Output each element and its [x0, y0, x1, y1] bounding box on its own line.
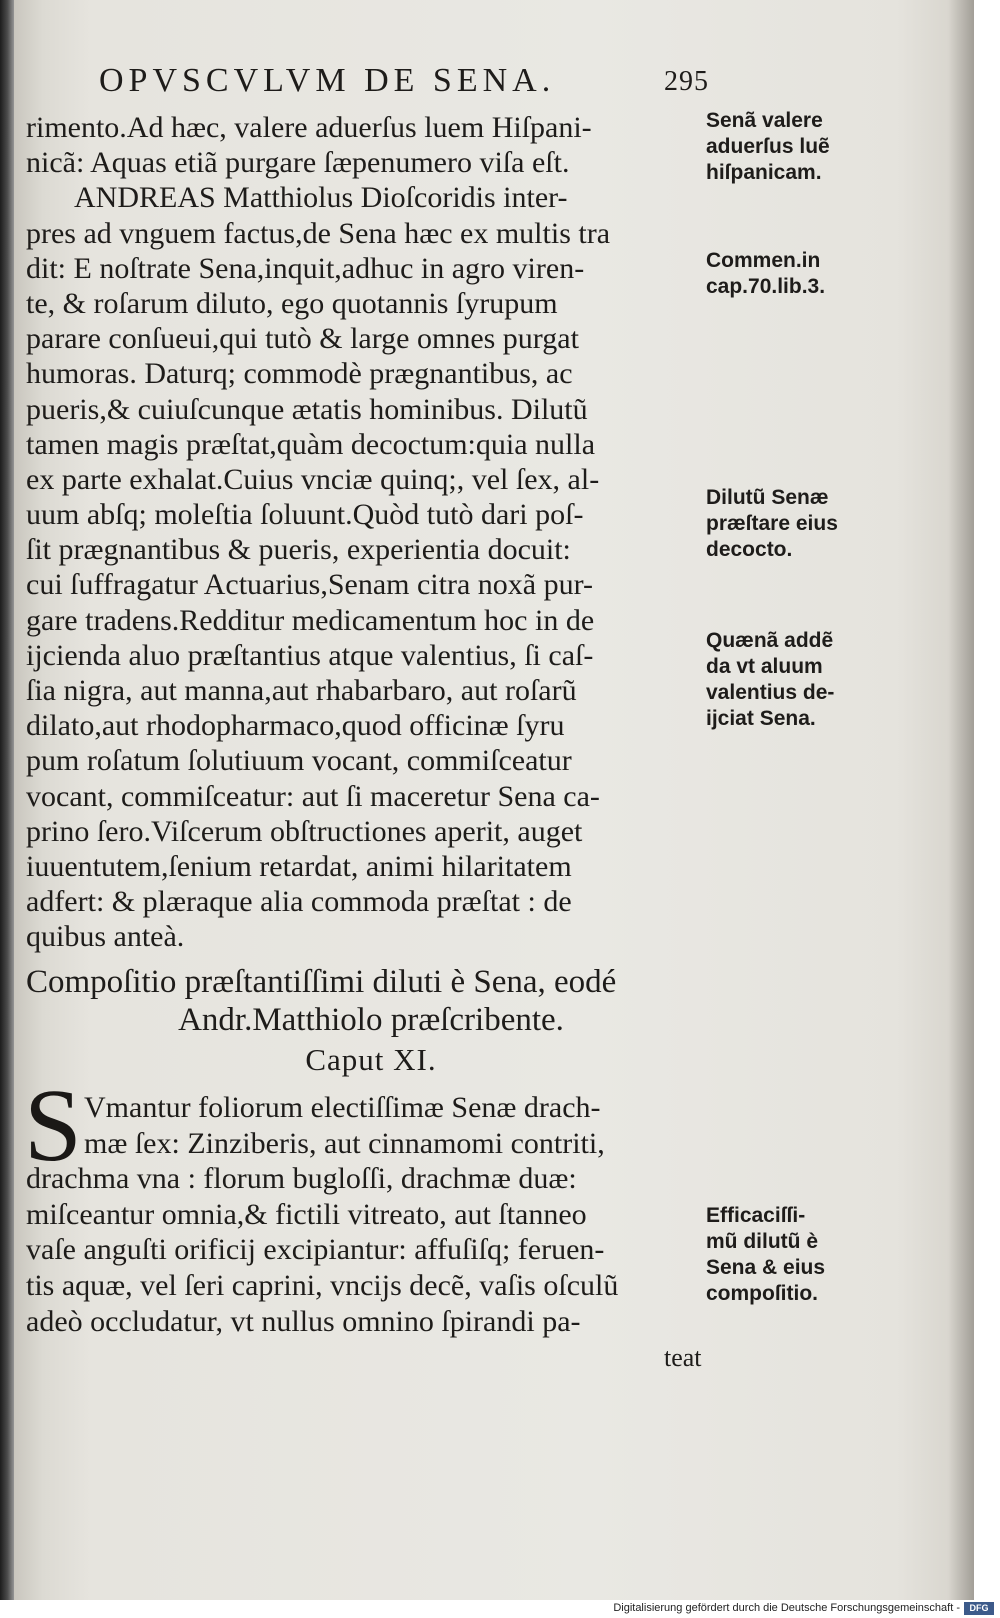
text-line: rimento.Ad hæc, valere aduerſus luem Hiſpani- — [26, 111, 592, 144]
text-line: tis aquæ, vel ſeri caprini, vncijs decẽ, vaſis oſculũ — [26, 1268, 619, 1302]
text-line: iuuentutem,ſenium retardat, animi hilaritatem — [26, 849, 572, 883]
main-text-block — [26, 110, 716, 955]
chapter-text-block — [26, 1090, 716, 1339]
digitization-footer — [0, 1600, 1000, 1618]
marginal-line: aduerſus luẽ — [706, 135, 830, 158]
text-line: quibus anteà. — [26, 920, 185, 954]
text-line: uum abſq; moleſtia ſoluunt.Quòd tutò dari poſ- — [26, 498, 584, 532]
text-line: tamen magis præſtat,quàm decoctum:quia nulla — [26, 427, 596, 461]
marginal-line: cap.70.lib.3. — [706, 275, 826, 298]
text-line: drachma vna : florum bugloſſi, drachmæ duæ: — [26, 1162, 577, 1196]
catchword: teat — [664, 1343, 702, 1372]
text-line: mæ ſex: Zinziberis, aut cinnamomi contriti, — [84, 1126, 605, 1160]
text-line: dilato,aut rhodopharmaco,quod officinæ ſyru — [26, 709, 565, 743]
marginal-line: da vt aluum — [706, 655, 823, 678]
text-line: vocant, commiſceatur: aut ſi maceretur Sena ca- — [26, 779, 600, 813]
marginal-note — [706, 485, 876, 563]
text-line: ANDREAS Matthiolus Dioſcoridis inter- — [74, 181, 568, 215]
marginal-line: valentius de- — [706, 681, 835, 704]
text-line: pres ad vnguem factus,de Sena hæc ex multis tra — [26, 216, 611, 250]
text-line: cui ſuffragatur Actuarius,Senam citra noxã pur- — [26, 568, 593, 602]
running-header — [99, 62, 739, 110]
marginal-line: Dilutũ Senæ — [706, 486, 829, 509]
text-line: adeò occludatur, vt nullus omnino ſpirandi pa- — [26, 1304, 581, 1338]
text-line: ijcienda aluo præſtantius atque valentius, ſi caſ- — [26, 638, 594, 672]
text-line: miſceantur omnia,& fictili vitreato, aut ſtanneo — [26, 1197, 587, 1231]
marginal-line: decocto. — [706, 538, 793, 561]
marginal-note — [706, 108, 876, 186]
text-line: ſit prægnantibus & pueris, experientia docuit: — [26, 533, 571, 567]
marginal-line: ijciat Sena. — [706, 707, 816, 730]
text-line: dit: E noſtrate Sena,inquit,adhuc in agro viren- — [26, 251, 585, 285]
marginal-line: hiſpanicam. — [706, 161, 822, 184]
text-line: pum roſatum ſolutiuum vocant, commiſceatur — [26, 744, 572, 778]
text-line: adfert: & plæraque alia commoda præſtat : de — [26, 885, 572, 919]
heading-line-1: Compoſitio præſtantiſſimi diluti è Sena, eodé — [26, 964, 617, 1000]
marginal-line: Quænã addẽ — [706, 629, 834, 652]
marginal-note — [706, 1203, 876, 1307]
marginal-note — [706, 628, 876, 732]
text-line: ex parte exhalat.Cuius vnciæ quinq;, vel ſex, al- — [26, 462, 600, 496]
marginal-line: Commen.in — [706, 249, 821, 272]
text-line: parare conſueui,qui tutò & large omnes purgat — [26, 322, 579, 356]
page-number: 295 — [664, 66, 709, 97]
text-line: nicã: Aquas etiã purgare ſæpenumero viſa eſt. — [26, 146, 570, 180]
text-line: Vmantur foliorum electiſſimæ Senæ drach- — [84, 1091, 601, 1124]
text-line: prino ſero.Viſcerum obſtructiones aperit, auget — [26, 814, 583, 848]
text-line: pueris,& cuiuſcunque ætatis hominibus. Dilutũ — [26, 392, 588, 426]
running-title: OPVSCVLVM DE SENA. — [99, 62, 556, 99]
marginal-line: Efficaciſſi- — [706, 1204, 806, 1227]
marginal-line: Senã valere — [706, 109, 823, 132]
text-line: vaſe anguſti orificij excipiantur: affuſiſq; feruen- — [26, 1233, 605, 1267]
page-edge-shadow — [948, 0, 974, 1600]
text-line: ſia nigra, aut manna,aut rhabarbaro, aut roſarũ — [26, 674, 577, 707]
text-line: humoras. Daturq; commodè prægnantibus, ac — [26, 357, 573, 391]
text-line: gare tradens.Redditur medicamentum hoc in de — [26, 603, 595, 637]
marginal-note — [706, 248, 876, 300]
book-page — [14, 0, 974, 1600]
dfg-logo: DFG — [964, 1602, 994, 1615]
marginal-line: Sena & eius — [706, 1256, 826, 1279]
marginal-line: præſtare eius — [706, 512, 838, 535]
marginal-line: mũ dilutũ è — [706, 1230, 818, 1253]
funding-credit: Digitalisierung gefördert durch die Deutsche Forschungsgemeinschaft - — [613, 1602, 960, 1614]
heading-line-2: Andr.Matthiolo præſcribente. — [178, 1002, 564, 1038]
text-line: te, & roſarum diluto, ego quotannis ſyrupum — [26, 286, 558, 320]
section-heading — [26, 963, 716, 1039]
chapter-title: Caput XI. — [305, 1042, 437, 1077]
drop-capital: S — [24, 1068, 82, 1183]
marginal-line: compoſitio. — [706, 1282, 818, 1305]
